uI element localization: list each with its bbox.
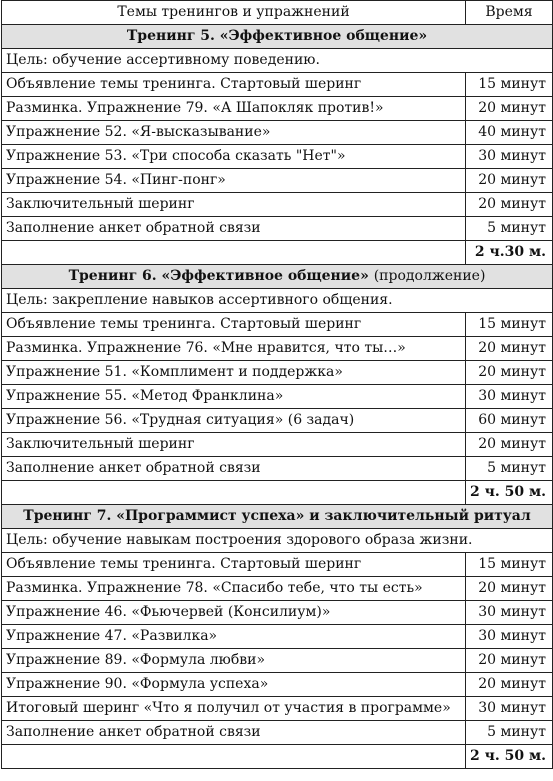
activity-time: 15 минут bbox=[466, 553, 553, 577]
activity-name: Упражнение 47. «Развилка» bbox=[2, 625, 466, 649]
training-goal-row bbox=[2, 529, 553, 553]
table-row bbox=[2, 73, 553, 97]
total-spacer bbox=[2, 745, 466, 769]
time-column-header: Время bbox=[466, 1, 553, 25]
table-row bbox=[2, 433, 553, 457]
table-row bbox=[2, 337, 553, 361]
training-goal-row bbox=[2, 49, 553, 73]
table-row bbox=[2, 601, 553, 625]
table-row bbox=[2, 193, 553, 217]
activity-name: Упражнение 52. «Я-высказывание» bbox=[2, 121, 466, 145]
training-total: 2 ч. 50 м. bbox=[466, 481, 553, 505]
training-title bbox=[2, 25, 553, 49]
activity-name: Заключительный шеринг bbox=[2, 193, 466, 217]
activity-time: 20 минут bbox=[466, 97, 553, 121]
training-goal: Цель: закрепление навыков ассертивного общения. bbox=[2, 289, 553, 313]
activity-name: Объявление темы тренинга. Стартовый шеринг bbox=[2, 313, 466, 337]
training-total: 2 ч. 50 м. bbox=[466, 745, 553, 769]
activity-name: Итоговый шеринг «Что я получил от участия в программе» bbox=[2, 697, 466, 721]
activity-time: 15 минут bbox=[466, 73, 553, 97]
activity-name: Заполнение анкет обратной связи bbox=[2, 457, 466, 481]
activity-time: 30 минут bbox=[466, 625, 553, 649]
training-title-bold: Тренинг 5. «Эффективное общение» bbox=[126, 28, 428, 44]
activity-time: 20 минут bbox=[466, 433, 553, 457]
activity-time: 20 минут bbox=[466, 673, 553, 697]
total-spacer bbox=[2, 241, 466, 265]
activity-name: Упражнение 55. «Метод Франклина» bbox=[2, 385, 466, 409]
activity-time: 20 минут bbox=[466, 169, 553, 193]
table-row bbox=[2, 121, 553, 145]
table-row bbox=[2, 169, 553, 193]
activity-time: 30 минут bbox=[466, 385, 553, 409]
training-title-bold: Тренинг 7. «Программист успеха» и заключительный ритуал bbox=[23, 508, 531, 524]
activity-name: Упражнение 51. «Комплимент и поддержка» bbox=[2, 361, 466, 385]
training-total-row bbox=[2, 745, 553, 769]
activity-name: Разминка. Упражнение 79. «А Шапокляк против!» bbox=[2, 97, 466, 121]
activity-name: Заполнение анкет обратной связи bbox=[2, 217, 466, 241]
activity-name: Упражнение 56. «Трудная ситуация» (6 задач) bbox=[2, 409, 466, 433]
activity-time: 15 минут bbox=[466, 313, 553, 337]
table-row bbox=[2, 577, 553, 601]
schedule-body bbox=[2, 25, 553, 769]
activity-time: 5 минут bbox=[466, 217, 553, 241]
table-row bbox=[2, 97, 553, 121]
training-goal: Цель: обучение ассертивному поведению. bbox=[2, 49, 553, 73]
training-total-row bbox=[2, 481, 553, 505]
table-row bbox=[2, 457, 553, 481]
table-row bbox=[2, 625, 553, 649]
table-row bbox=[2, 313, 553, 337]
activity-time: 60 минут bbox=[466, 409, 553, 433]
activity-time: 20 минут bbox=[466, 193, 553, 217]
activity-name: Упражнение 89. «Формула любви» bbox=[2, 649, 466, 673]
activity-time: 40 минут bbox=[466, 121, 553, 145]
table-row bbox=[2, 697, 553, 721]
table-row bbox=[2, 649, 553, 673]
activity-time: 20 минут bbox=[466, 577, 553, 601]
training-goal-row bbox=[2, 289, 553, 313]
training-title-row bbox=[2, 25, 553, 49]
training-total-row bbox=[2, 241, 553, 265]
activity-time: 20 минут bbox=[466, 649, 553, 673]
total-spacer bbox=[2, 481, 466, 505]
activity-time: 20 минут bbox=[466, 361, 553, 385]
training-title bbox=[2, 265, 553, 289]
table-row bbox=[2, 385, 553, 409]
activity-name: Упражнение 90. «Формула успеха» bbox=[2, 673, 466, 697]
training-title-bold: Тренинг 6. «Эффективное общение» bbox=[68, 268, 369, 284]
training-total: 2 ч.30 м. bbox=[466, 241, 553, 265]
table-row bbox=[2, 361, 553, 385]
table-row bbox=[2, 145, 553, 169]
activity-name: Упражнение 53. «Три способа сказать "Нет"» bbox=[2, 145, 466, 169]
activity-time: 5 минут bbox=[466, 457, 553, 481]
topics-column-header: Темы тренингов и упражнений bbox=[2, 1, 466, 25]
training-title-suffix: (продолжение) bbox=[373, 268, 486, 284]
training-title bbox=[2, 505, 553, 529]
activity-name: Разминка. Упражнение 76. «Мне нравится, что ты…» bbox=[2, 337, 466, 361]
activity-time: 30 минут bbox=[466, 145, 553, 169]
table-header-row bbox=[2, 1, 553, 25]
training-title-row bbox=[2, 265, 553, 289]
training-schedule-table bbox=[1, 0, 553, 769]
training-title-row bbox=[2, 505, 553, 529]
activity-name: Упражнение 54. «Пинг-понг» bbox=[2, 169, 466, 193]
table-row bbox=[2, 553, 553, 577]
activity-name: Заполнение анкет обратной связи bbox=[2, 721, 466, 745]
activity-time: 5 минут bbox=[466, 721, 553, 745]
activity-name: Заключительный шеринг bbox=[2, 433, 466, 457]
activity-time: 20 минут bbox=[466, 337, 553, 361]
activity-time: 30 минут bbox=[466, 697, 553, 721]
activity-name: Упражнение 46. «Фьючервей (Консилиум)» bbox=[2, 601, 466, 625]
table-row bbox=[2, 217, 553, 241]
table-row bbox=[2, 673, 553, 697]
activity-name: Объявление темы тренинга. Стартовый шеринг bbox=[2, 73, 466, 97]
activity-name: Объявление темы тренинга. Стартовый шеринг bbox=[2, 553, 466, 577]
training-goal: Цель: обучение навыкам построения здорового образа жизни. bbox=[2, 529, 553, 553]
activity-name: Разминка. Упражнение 78. «Спасибо тебе, что ты есть» bbox=[2, 577, 466, 601]
table-row bbox=[2, 721, 553, 745]
table-row bbox=[2, 409, 553, 433]
activity-time: 30 минут bbox=[466, 601, 553, 625]
